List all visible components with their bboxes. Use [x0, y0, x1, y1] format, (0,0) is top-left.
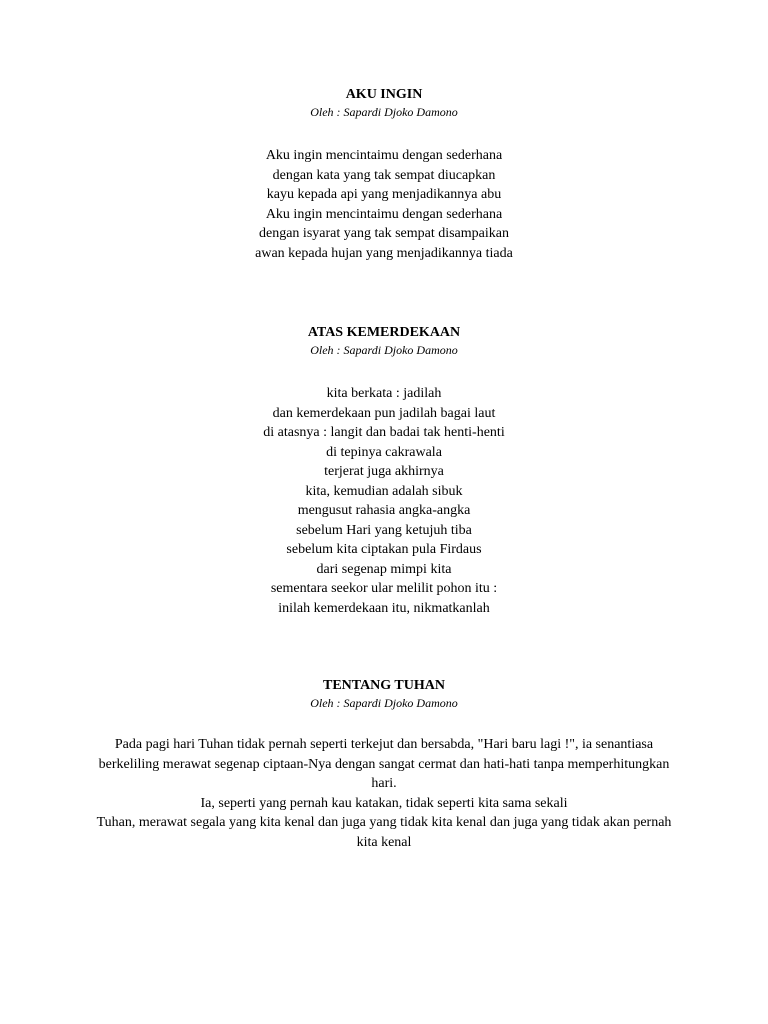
poem-line: mengusut rahasia angka-angka [297, 503, 471, 518]
poem-line: terjerat juga akhirnya [324, 464, 444, 479]
poem-author: Oleh : Sapardi Djoko Damono [310, 105, 458, 119]
prose-paragraph: Tuhan, merawat segala yang kita kenal dan juga yang tidak kita kenal dan juga yang tidak akan pernah kita kenal [96, 815, 672, 850]
poem-line: Aku ingin mencintaimu dengan sederhana [265, 148, 503, 163]
poem-tentang-tuhan [0, 677, 768, 711]
prose-paragraph: Ia, seperti yang pernah kau katakan, tidak seperti kita sama sekali [200, 795, 568, 811]
poem-line: sementara seekor ular melilit pohon itu : [270, 581, 498, 596]
prose-paragraph: Pada pagi hari Tuhan tidak pernah seperti terkejut dan bersabda, "Hari baru lagi !", ia senantiasa berkeliling merawat segenap ciptaan-Nya dengan sangat cermat dan hati-hati tanpa memperhitungkan hari. [98, 737, 670, 791]
poem-line: inilah kemerdekaan itu, nikmatkanlah [278, 600, 490, 616]
poem-title: AKU INGIN [345, 87, 423, 102]
poem-author: Oleh : Sapardi Djoko Damono [310, 696, 458, 710]
poem-title: TENTANG TUHAN [322, 678, 445, 693]
poem-line: kita berkata : jadilah [326, 386, 442, 401]
poem-line: dengan kata yang tak sempat diucapkan [272, 167, 496, 183]
poem-line: sebelum kita ciptakan pula Firdaus [286, 542, 482, 557]
poem-atas-kemerdekaan [0, 324, 768, 618]
poem-line: di tepinya cakrawala [326, 444, 442, 460]
poem-title: ATAS KEMERDEKAAN [307, 325, 461, 340]
poem-line: dari segenap mimpi kita [316, 561, 452, 577]
poem-line: dengan isyarat yang tak sempat disampaikan [259, 226, 509, 241]
poem-line: kayu kepada api yang menjadikannya abu [266, 187, 502, 202]
poem-line: sebelum Hari yang ketujuh tiba [296, 522, 472, 538]
poem-line: di atasnya : langit dan badai tak henti-henti [263, 425, 505, 440]
poem-line: Aku ingin mencintaimu dengan sederhana [265, 206, 503, 222]
poem-stanza [0, 384, 768, 618]
poem-prose [86, 735, 682, 852]
poem-line: kita, kemudian adalah sibuk [305, 483, 463, 499]
poem-line: awan kepada hujan yang menjadikannya tiada [255, 245, 513, 261]
poem-aku-ingin [0, 86, 768, 263]
poem-author: Oleh : Sapardi Djoko Damono [310, 343, 458, 357]
poem-stanza [0, 146, 768, 263]
poem-line: dan kemerdekaan pun jadilah bagai laut [272, 405, 496, 421]
